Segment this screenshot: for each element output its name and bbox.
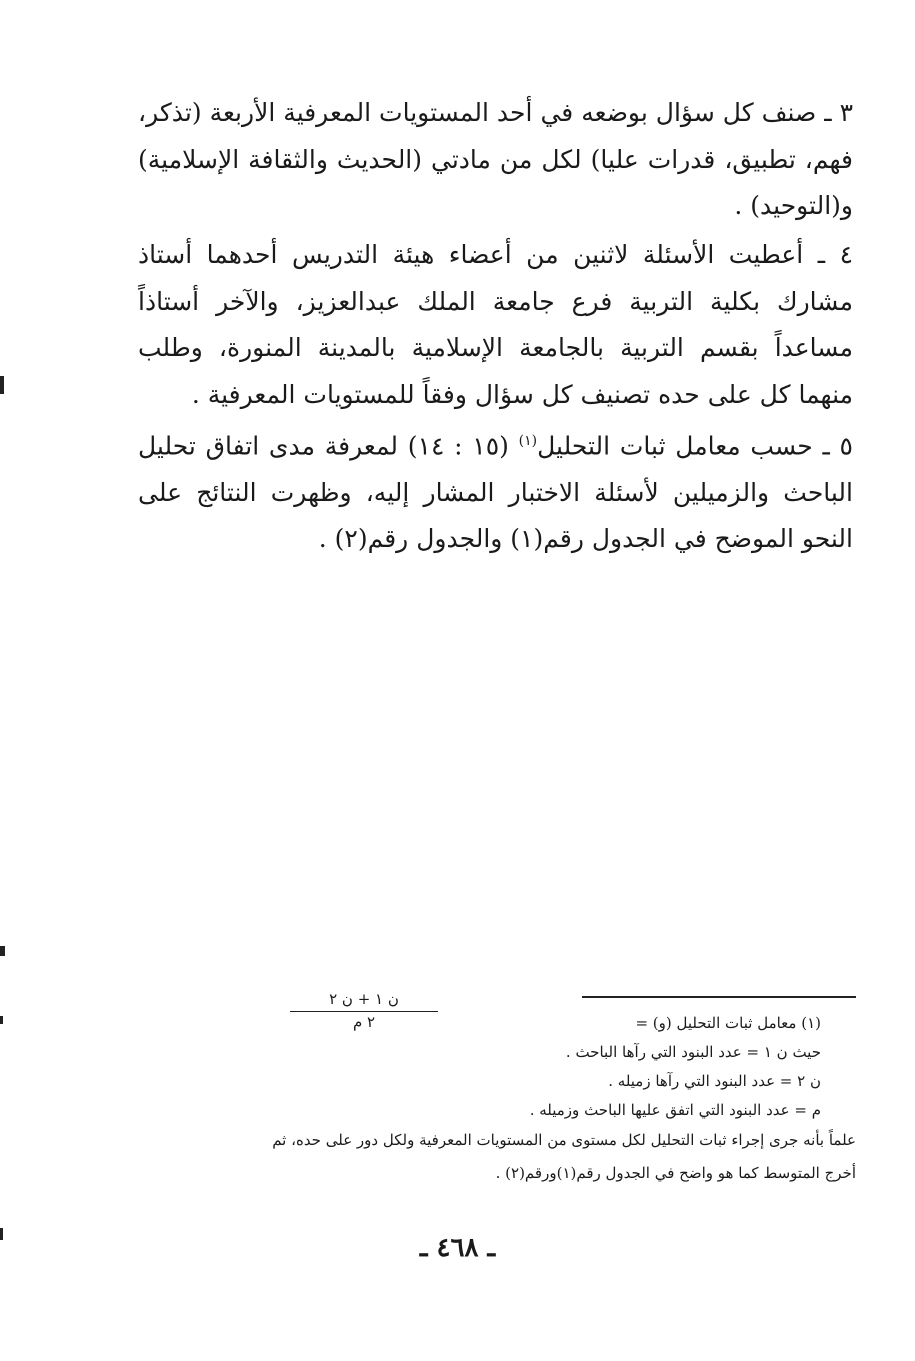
scan-edge-mark xyxy=(0,1228,3,1240)
paragraph-step-4: ٤ ـ أعطيت الأسئلة لاثنين من أعضاء هيئة التدريس أحدهما أستاذ مشارك بكلية التربية فرع جامعة الملك عبدالعزيز، والآخر أستاذاً مساعداً بقسم التربية بالجامعة الإسلامية بالمدينة المنورة، وطلب منهما كل على حده تصنيف كل سؤال وفقاً للمستويات المعرفية . xyxy=(138,240,853,409)
footnote-line: حيث ن ١ = عدد البنود التي رآها الباحث . xyxy=(565,1043,821,1061)
paragraph-step-5-rest: (١٥ : ١٤) لمعرفة مدى اتفاق تحليل الباحث والزميلين لأسئلة الاختبار المشار إليه، وظهرت النتائج على النحو الموضح في الجدول رقم(١) والجدول رقم(٢) . xyxy=(138,431,853,554)
footnote-line: (١) معامل ثبات التحليل (و) = xyxy=(635,1014,821,1032)
paragraph-step-3: ٣ ـ صنف كل سؤال بوضعه في أحد المستويات المعرفية الأربعة (تذكر، فهم، تطبيق، قدرات عليا) لكل من مادتي (الحديث والثقافة الإسلامية) و(التوحيد) . xyxy=(138,98,853,220)
formula-numerator: ن ١ + ن ٢ xyxy=(329,990,399,1008)
paragraph-step-5 xyxy=(138,418,853,563)
footnote-line: علماً بأنه جرى إجراء ثبات التحليل لكل مستوى من المستويات المعرفية ولكل دور على حده، ثم xyxy=(272,1131,856,1149)
reliability-formula-fraction xyxy=(290,990,438,1031)
scan-edge-mark xyxy=(0,946,5,956)
scan-edge-mark xyxy=(0,376,4,394)
scan-edge-mark xyxy=(0,1016,3,1024)
footnote-reference: (١) xyxy=(518,433,538,449)
footnote-line: ن ٢ = عدد البنود التي رآها زميله . xyxy=(608,1072,821,1090)
formula-denominator: ٢ م xyxy=(352,1013,376,1031)
footnote-separator xyxy=(582,996,856,998)
page-number: ـ ٤٦٨ ـ xyxy=(419,1233,496,1263)
paragraph-step-5-start: ٥ ـ حسب معامل ثبات التحليل xyxy=(537,431,853,461)
footnote-line: م = عدد البنود التي اتفق عليها الباحث وزميله . xyxy=(529,1101,821,1119)
footnote-line: أخرج المتوسط كما هو واضح في الجدول رقم(١)ورقم(٢) . xyxy=(495,1164,856,1182)
